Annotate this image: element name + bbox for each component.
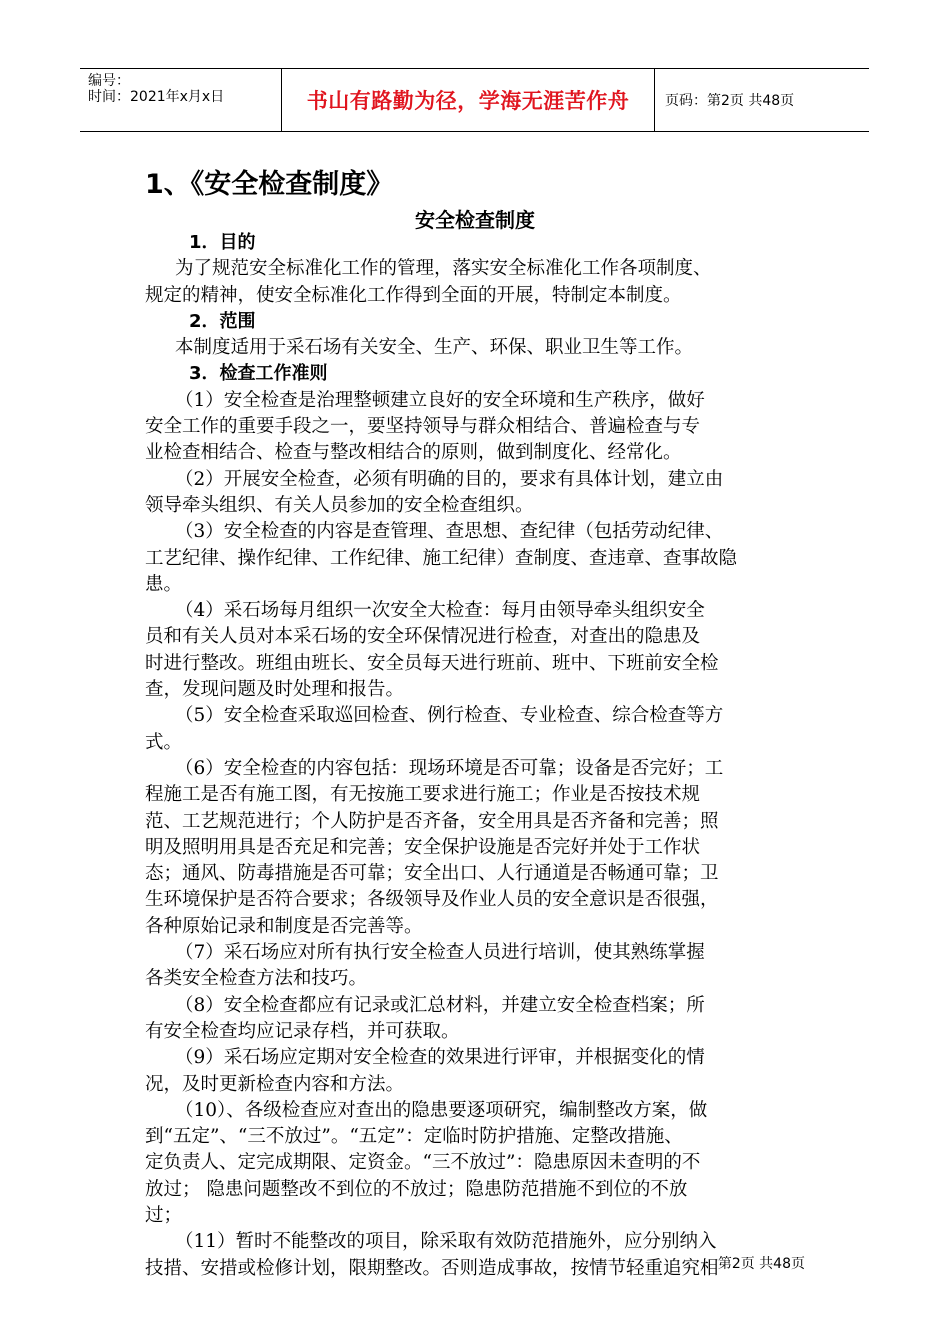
paragraph-line: 放过； 隐患问题整改不到位的不放过；隐患防范措施不到位的不放 (145, 1178, 688, 1200)
header-divider (654, 69, 655, 131)
section-heading: 2．范围 (189, 310, 256, 332)
paragraph-line: 查，发现问题及时处理和报告。 (145, 679, 405, 701)
header-page-code: 页码：第2页 共48页 (665, 93, 795, 109)
paragraph-line: 技措、安措或检修计划，限期整改。否则造成事故，按情节轻重追究相 (145, 1257, 719, 1279)
document-title: 安全检查制度 (415, 208, 535, 232)
paragraph-line: 员和有关人员对本采石场的安全环保情况进行检查，对查出的隐患及 (145, 626, 701, 648)
paragraph-line: 生环境保护是否符合要求；各级领导及作业人员的安全意识是否很强， (145, 889, 719, 911)
page-footer: 第2页 共48页 (717, 1256, 805, 1272)
section-heading: 1．目的 (189, 232, 256, 253)
paragraph-line: 各种原始记录和制度是否完善等。 (145, 915, 423, 937)
section-heading: 3．检查工作准则 (189, 363, 328, 385)
paragraph-line: 本制度适用于采石场有关安全、生产、环保、职业卫生等工作。 (175, 337, 694, 359)
paragraph-line: 安全工作的重要手段之一，要坚持领导与群众相结合、普遍检查与专 (145, 416, 701, 438)
paragraph-line: （6）安全检查的内容包括：现场环境是否可靠；设备是否完好；工 (175, 757, 724, 779)
paragraph-line: 程施工是否有施工图，有无按施工要求进行施工；作业是否按技术规 (145, 784, 701, 806)
paragraph-line: 过； (145, 1204, 183, 1226)
paragraph-line: （4）采石场每月组织一次安全大检查：每月由领导牵头组织安全 (175, 600, 705, 622)
paragraph-line: 态；通风、防毒措施是否可靠；安全出口、人行通道是否畅通可靠；卫 (145, 863, 719, 885)
paragraph-line: 患。 (145, 573, 183, 595)
header-motto: 书山有路勤为径，学海无涯苦作舟 (306, 89, 630, 113)
paragraph-line: 明及照明用具是否充足和完善；安全保护设施是否完好并处于工作状 (145, 836, 701, 858)
paragraph-line: 定负责人、定完成期限、定资金。“三不放过”：隐患原因未查明的不 (145, 1152, 701, 1174)
paragraph-line: 领导牵头组织、有关人员参加的安全检查组织。 (145, 494, 534, 516)
paragraph-line: 有安全检查均应记录存档，并可获取。 (145, 1020, 460, 1042)
paragraph-line: （1）安全检查是治理整顿建立良好的安全环境和生产秩序，做好 (175, 389, 705, 411)
paragraph-line: 况，及时更新检查内容和方法。 (145, 1073, 405, 1095)
paragraph-line: （9）采石场应定期对安全检查的效果进行评审，并根据变化的情 (175, 1047, 705, 1069)
document-heading: 1、《安全检查制度》 (145, 169, 394, 200)
paragraph-line: （3）安全检查的内容是查管理、查思想、查纪律（包括劳动纪律、 (175, 521, 724, 543)
paragraph-line: 时进行整改。班组由班长、安全员每天进行班前、班中、下班前安全检 (145, 652, 719, 674)
paragraph-line: 各类安全检查方法和技巧。 (145, 968, 368, 990)
paragraph-line: 到“五定”、“三不放过”。“五定”：定临时防护措施、定整改措施、 (145, 1126, 683, 1148)
number-label: 编号： (88, 73, 130, 89)
paragraph-line: （2）开展安全检查，必须有明确的目的，要求有具体计划，建立由 (175, 468, 724, 490)
paragraph-line: 业检查相结合、检查与整改相结合的原则，做到制度化、经常化。 (145, 442, 682, 464)
paragraph-line: 工艺纪律、操作纪律、工作纪律、施工纪律）查制度、查违章、查事故隐 (145, 547, 738, 569)
paragraph-line: （10）、各级检查应对查出的隐患要逐项研究，编制整改方案，做 (175, 1099, 708, 1121)
paragraph-line: （7）采石场应对所有执行安全检查人员进行培训，使其熟练掌握 (175, 942, 705, 964)
page-header (80, 68, 869, 132)
paragraph-line: （8）安全检查都应有记录或汇总材料，并建立安全检查档案；所 (175, 994, 705, 1016)
paragraph-line: 范、工艺规范进行；个人防护是否齐备，安全用具是否齐备和完善；照 (145, 810, 719, 832)
paragraph-line: 式。 (145, 731, 183, 753)
document-body (145, 230, 805, 1282)
time-label: 时间：2021年x月x日 (88, 89, 225, 105)
header-meta (88, 73, 224, 105)
paragraph-line: （11）暂时不能整改的项目，除采取有效防范措施外，应分别纳入 (175, 1231, 717, 1253)
paragraph-line: 规定的精神，使安全标准化工作得到全面的开展，特制定本制度。 (145, 284, 682, 306)
paragraph-line: 为了规范安全标准化工作的管理，落实安全标准化工作各项制度、 (175, 258, 712, 280)
paragraph-line: （5）安全检查采取巡回检查、例行检查、专业检查、综合检查等方 (175, 705, 724, 727)
